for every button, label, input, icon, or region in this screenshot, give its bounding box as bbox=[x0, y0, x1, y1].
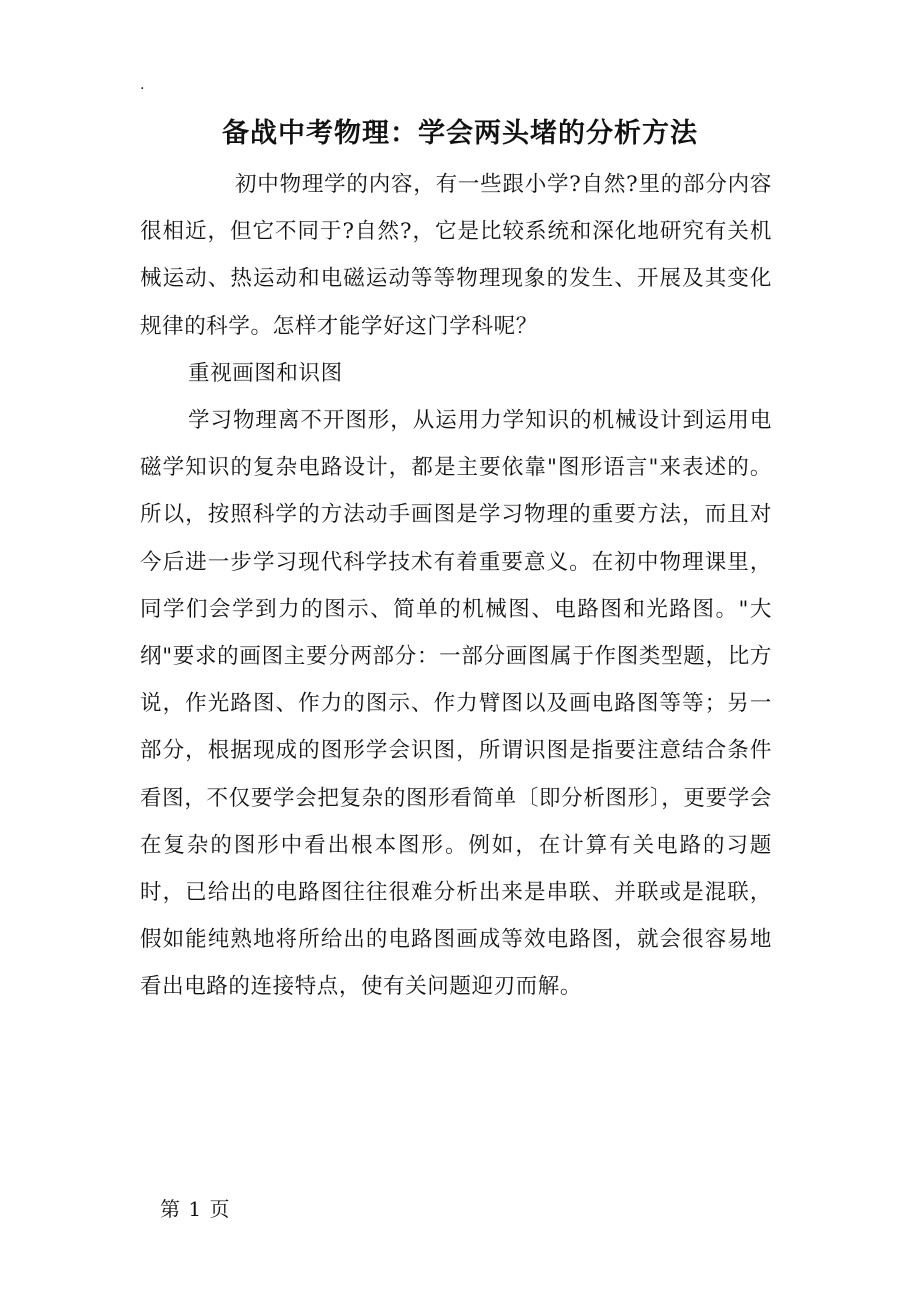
document-body bbox=[140, 161, 772, 1011]
page-number: 第 1 页 bbox=[160, 1197, 231, 1221]
page-title: 备战中考物理：学会两头堵的分析方法 bbox=[222, 118, 698, 149]
corner-mark: . bbox=[140, 77, 145, 93]
body-paragraph: 学习物理离不开图形，从运用力学知识的机械设计到运用电磁学知识的复杂电路设计，都是主要依靠"图形语言"来表述的。所以，按照科学的方法动手画图是学习物理的重要方法，而且对今后进一步学习现代科学技术有着重要意义。在初中物理课里，同学们会学到力的图示、简单的机械图、电路图和光路图。"大纲"要求的画图主要分两部分：一部分画图属于作图类型题，比方说，作光路图、作力的图示、作力臂图以及画电路图等等；另一部分，根据现成的图形学会识图，所谓识图是指要注意结合条件看图，不仅要学会把复杂的图形看简单〔即分析图形〕，更要学会在复杂的图形中看出根本图形。例如，在计算有关电路的习题时，已给出的电路图往往很难分析出来是串联、并联或是混联，假如能纯熟地将所给出的电路图画成等效电路图，就会很容易地看出电路的连接特点，使有关问题迎刃而解。 bbox=[140, 408, 772, 1000]
intro-paragraph: 初中物理学的内容，有一些跟小学?自然?里的部分内容很相近，但它不同于?自然?，它是比较系统和深化地研究有关机械运动、热运动和电磁运动等等物理现象的发生、开展及其变化规律的科学。怎样才能学好这门学科呢？ bbox=[140, 172, 772, 339]
section-heading: 重视画图和识图 bbox=[188, 360, 343, 386]
